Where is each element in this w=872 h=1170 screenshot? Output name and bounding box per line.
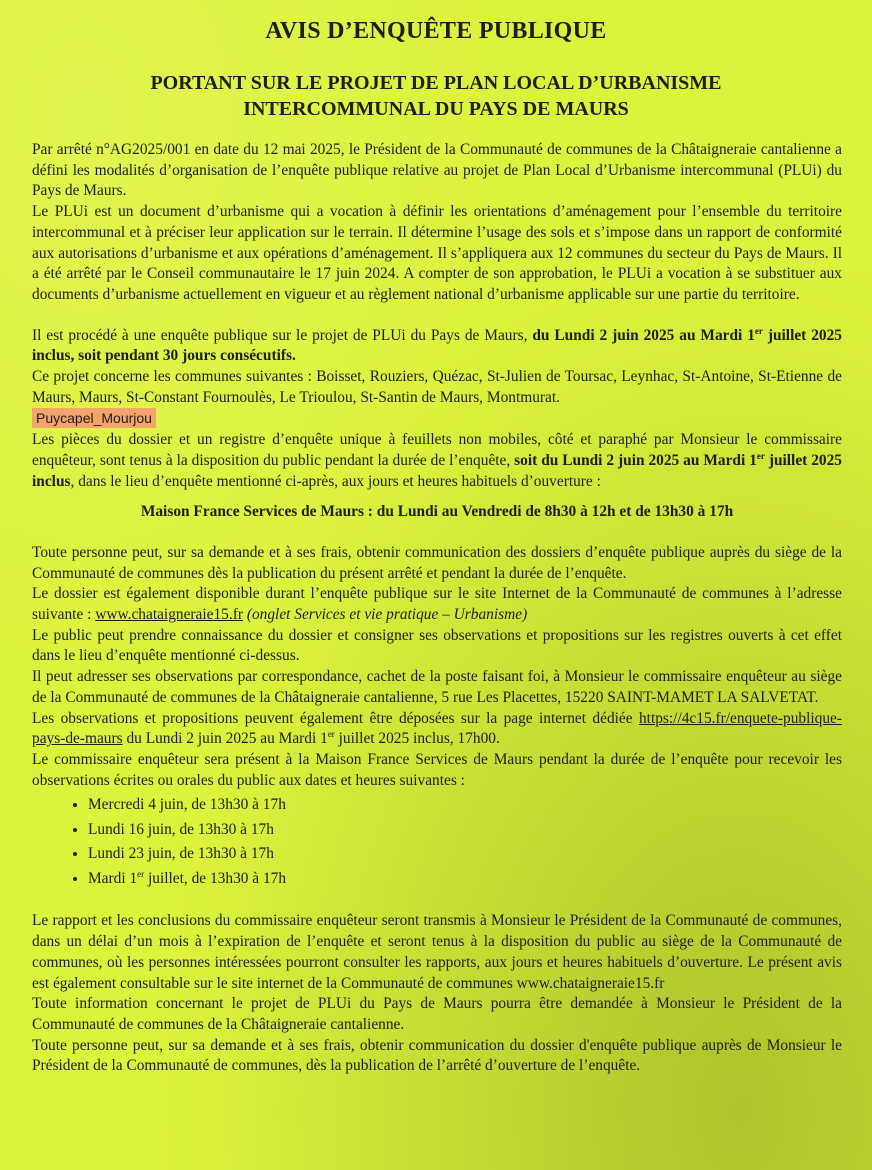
paragraph-page-dediee: Les observations et propositions peuvent également être déposées sur la page internet dédiée https://4c15.fr/enquete-publique-pays-de-maurs du Lundi 2 juin 2025 au Mardi 1er juillet 2025 inclus, 17h00. xyxy=(32,709,842,748)
paragraph-rapport: Le rapport et les conclusions du commissaire enquêteur seront transmis à Monsieur le Président de la Communauté de communes, dans un délai d’un mois à l’expiration de l’enquête et seront tenus à la disposition du public au siège de la Communauté de communes, où les personnes intéressées pourront consulter les rapports, aux jours et heures habituels d’ouverture. Le présent avis est également consultable sur le site internet de la Communauté de communes www.chataigneraie15.fr xyxy=(32,912,842,992)
paragraph-information: Toute information concernant le projet de PLUi du Pays de Maurs pourra être demandée à Monsieur le Président de la Communauté de communes de la Châtaigneraie cantalienne. xyxy=(32,995,842,1033)
paragraph-correspondance: Il peut adresser ses observations par correspondance, cachet de la poste faisant foi, à Monsieur le commissaire enquêteur au siège de la Communauté de communes de la Châtaigneraie cantalienne, 5 rue Les Placettes, 15220 SAINT-MAMET LA SALVETAT. xyxy=(32,668,842,706)
notice-title: AVIS D’ENQUÊTE PUBLIQUE xyxy=(265,18,607,44)
list-item: • Lundi 16 juin, de 13h30 à 17h xyxy=(88,818,842,843)
list-item: • Lundi 23 juin, de 13h30 à 17h xyxy=(88,842,842,867)
permanences-list xyxy=(32,793,842,891)
paragraph-communication: Toute personne peut, sur sa demande et à ses frais, obtenir communication des dossiers d’enquête publique auprès du siège de la Communauté de communes dès la publication du présent arrêté et pendant la durée de l’enquête. xyxy=(32,543,842,582)
notice-subtitle xyxy=(60,70,812,122)
paragraph-site-internet: Le dossier est également disponible durant l’enquête publique sur le site Internet de la Communauté de communes à l’adresse suivante : www.chataigneraie15.fr (onglet Services et vie pratique – Urbanisme) xyxy=(32,585,842,624)
paragraph-permanences: Le commissaire enquêteur sera présent à la Maison France Services de Maurs pendant la durée de l’enquête pour recevoir les observations écrites ou orales du public aux dates et heures suivantes : xyxy=(32,750,842,789)
paragraph-plui-definition: Le PLUi est un document d’urbanisme qui a vocation à définir les orientations d’aménagement pour l’ensemble du territoire intercommunal et à préciser leur application sur le terrain. Il détermine l’usage des sols et s’impose dans un rapport de conformité aux autorisations d’urbanisme et aux opérations d’aménagement. Il s’appliquera aux 12 communes du secteur du Pays de Maurs. Il a été arrêté par le Conseil communautaire le 17 juin 2024. A compter de son approbation, le PLUi a vocation à se substituer aux documents d’urbanisme actuellement en vigueur et au règlement national d’urbanisme applicable sur une partie du territoire. xyxy=(32,203,842,303)
paragraph-communication-president: Toute personne peut, sur sa demande et à ses frais, obtenir communication du dossier d'enquête publique auprès de Monsieur le Président de la Communauté de communes, dès la publication de l’arrêté d’ouverture de l’enquête. xyxy=(32,1036,842,1075)
paragraph-enquete-dates: Il est procédé à une enquête publique sur le projet de PLUi du Pays de Maurs, du Lundi 2 juin 2025 au Mardi 1er juillet 2025 inclus, soit pendant 30 jours consécutifs. xyxy=(32,325,842,365)
paragraph-communes: Ce projet concerne les communes suivantes : Boisset, Rouziers, Quézac, St-Julien de Toursac, Leynhac, St-Antoine, St-Etienne de Maurs, Maurs, St-Constant Fournoulès, Le Trioulou, St-Santin de Maurs, Montmurat. xyxy=(32,368,842,406)
website-link[interactable]: www.chataigneraie15.fr xyxy=(95,606,243,624)
paragraph-registres: Le public peut prendre connaissance du dossier et consigner ses observations et propositions sur les registres ouverts à cet effet dans le lieu d’enquête mentionné ci-dessus. xyxy=(32,626,842,665)
subtitle-line-2: INTERCOMMUNAL DU PAYS DE MAURS xyxy=(243,98,629,120)
location-hours: Maison France Services de Maurs : du Lundi au Vendredi de 8h30 à 12h et de 13h30 à 17h xyxy=(140,503,734,521)
list-item: • Mercredi 4 juin, de 13h30 à 17h xyxy=(88,793,842,818)
paragraph-arrete: Par arrêté n°AG2025/001 en date du 12 mai 2025, le Président de la Communauté de communes de la Châtaigneraie cantalienne a défini les modalités d’organisation de l’enquête publique relative au projet de Plan Local d’Urbanisme intercommunal (PLUi) du Pays de Maurs. xyxy=(32,141,842,200)
subtitle-line-1: PORTANT SUR LE PROJET DE PLAN LOCAL D’URBANISME xyxy=(150,72,722,94)
list-item: • Mardi 1er juillet, de 13h30 à 17h xyxy=(88,867,842,892)
enquete-dates-bold: du Lundi 2 juin 2025 au Mardi 1er juillet 2025 inclus, soit pendant 30 jours consécutifs. xyxy=(32,325,842,365)
paragraph-highlight xyxy=(32,408,842,430)
highlighted-commune: Puycapel_Mourjou xyxy=(32,408,156,428)
enquete-page-link[interactable]: https://4c15.fr/enquete-publique-pays-de-maurs xyxy=(32,709,842,748)
notice-body xyxy=(32,140,842,1077)
paragraph-dossier: Les pièces du dossier et un registre d’enquête unique à feuillets non mobiles, côté et paraphé par Monsieur le commissaire enquêteur, sont tenus à la disposition du public pendant la durée de l’enquête, soit du Lundi 2 juin 2025 au Mardi 1er juillet 2025 inclus, dans le lieu d’enquête mentionné ci-après, aux jours et heures habituels d’ouverture : xyxy=(32,431,843,490)
